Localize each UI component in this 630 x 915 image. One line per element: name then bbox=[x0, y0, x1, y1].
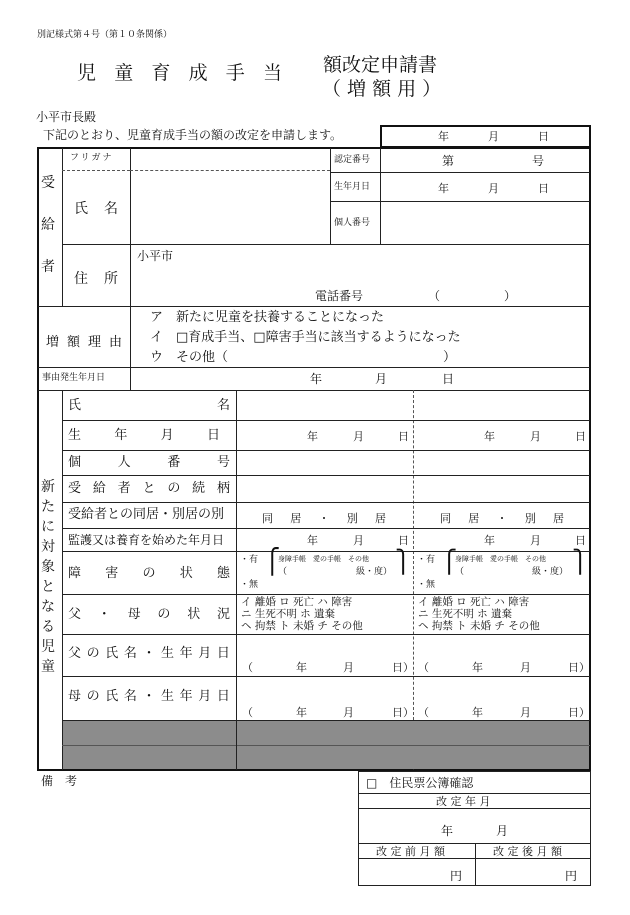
application-date-box bbox=[380, 125, 591, 148]
child1-dis-grade: 級・度） bbox=[356, 567, 393, 577]
child2-parents-line1[interactable]: イ 離婚 ロ 死亡 ハ 障害 bbox=[418, 596, 530, 608]
intro-text: 下記のとおり、児童育成手当の額の改定を申請します。 bbox=[43, 128, 343, 142]
child1-parents-line2[interactable]: ニ 生死不明 ホ 遺棄 bbox=[241, 608, 336, 620]
occur-year: 年 bbox=[310, 372, 323, 386]
cert-no-prefix: 第 bbox=[442, 154, 455, 168]
after-amount-label: 改 定 後 月 額 bbox=[493, 845, 562, 858]
child1-cohabit-value[interactable]: 同 居 ・ 別 居 bbox=[262, 512, 386, 525]
child-name-label: 氏 名 bbox=[68, 398, 230, 413]
child1-personal-no-field[interactable] bbox=[237, 451, 412, 474]
child1-dis-bracket-l: ⎧ bbox=[264, 548, 281, 577]
furigana-label: フリガナ bbox=[70, 153, 114, 163]
phone-open: （ bbox=[428, 289, 441, 303]
cert-no-label: 認定番号 bbox=[334, 155, 371, 165]
child2-mother-day: 日 bbox=[568, 706, 579, 719]
child-relation-label: 受 給 者 と の 続 柄 bbox=[68, 481, 230, 496]
child2-personal-no-field[interactable] bbox=[414, 451, 589, 474]
occur-day: 日 bbox=[442, 372, 455, 386]
child2-relation-field[interactable] bbox=[414, 476, 589, 501]
child2-cohabit-value[interactable]: 同 居 ・ 別 居 bbox=[440, 512, 564, 525]
form-number: 別記様式第４号（第１０条関係） bbox=[37, 30, 173, 40]
child2-mother-close: ） bbox=[579, 706, 590, 719]
child2-dis-yes[interactable]: ・有 bbox=[417, 555, 436, 565]
reason-i[interactable]: イ □育成手当、□障害手当に該当するようになった bbox=[150, 330, 461, 345]
child1-father-year: 年 bbox=[296, 661, 307, 674]
cert-no-suffix: 号 bbox=[532, 154, 545, 168]
child-father-label: 父 の 氏 名 ・ 生 年 月 日 bbox=[68, 646, 230, 661]
revision-year: 年 bbox=[441, 824, 454, 838]
applicant-name-field[interactable] bbox=[131, 171, 330, 244]
revision-month: 月 bbox=[496, 824, 509, 838]
phone-close: ） bbox=[504, 289, 517, 303]
juminhyo-check[interactable]: □ 住民票公簿確認 bbox=[366, 776, 474, 790]
address-label: 住 所 bbox=[74, 271, 118, 287]
child1-dis-yes[interactable]: ・有 bbox=[240, 555, 259, 565]
child1-birth-day: 日 bbox=[398, 430, 409, 443]
child1-mother-open: （ bbox=[242, 706, 253, 719]
child2-custody-month: 月 bbox=[530, 534, 541, 547]
child-personal-no-label: 個 人 番 号 bbox=[68, 455, 230, 470]
child1-mother-year: 年 bbox=[296, 706, 307, 719]
child2-dis-paren: （ bbox=[455, 567, 465, 577]
child1-father-month: 月 bbox=[343, 661, 354, 674]
personal-no-label: 個人番号 bbox=[334, 218, 371, 228]
form-title-sub1: 額改定申請書 bbox=[323, 54, 438, 76]
applicant-birth-year: 年 bbox=[438, 182, 449, 195]
child1-relation-field[interactable] bbox=[237, 476, 412, 501]
app-date-year: 年 bbox=[438, 130, 449, 143]
before-amount-label: 改 定 前 月 額 bbox=[376, 845, 445, 858]
child2-father-day: 日 bbox=[568, 661, 579, 674]
child1-name-field[interactable] bbox=[237, 391, 412, 419]
cert-no-field[interactable] bbox=[381, 149, 589, 171]
occurrence-date-label: 事由発生年月日 bbox=[42, 373, 106, 383]
applicant-birth-label: 生年月日 bbox=[334, 182, 371, 192]
app-date-month: 月 bbox=[488, 130, 499, 143]
child-custody-label: 監護又は養育を始めた年月日 bbox=[68, 533, 225, 547]
reason-a[interactable]: ア 新たに児童を扶養することになった bbox=[150, 310, 385, 325]
child2-custody-day: 日 bbox=[575, 534, 586, 547]
applicant-furigana-field[interactable] bbox=[131, 149, 330, 170]
child2-dis-no[interactable]: ・無 bbox=[417, 580, 436, 590]
address-field[interactable] bbox=[131, 262, 589, 286]
child-mother-label: 母 の 氏 名 ・ 生 年 月 日 bbox=[68, 689, 230, 704]
child-parents-label: 父 ・ 母 の 状 況 bbox=[68, 607, 230, 622]
occur-month: 月 bbox=[375, 372, 388, 386]
addressee: 小平市長殿 bbox=[36, 110, 97, 124]
applicant-birth-day: 日 bbox=[538, 182, 549, 195]
remarks-label: 備 考 bbox=[41, 774, 78, 788]
child2-mother-year: 年 bbox=[472, 706, 483, 719]
address-prefix: 小平市 bbox=[137, 249, 174, 263]
revision-ym-label: 改 定 年 月 bbox=[436, 795, 491, 808]
child2-birth-month: 月 bbox=[530, 430, 541, 443]
child-cohabit-label: 受給者との同居・別居の別 bbox=[68, 507, 225, 522]
reason-u[interactable]: ウ その他（ bbox=[150, 350, 229, 365]
child2-father-year: 年 bbox=[472, 661, 483, 674]
personal-no-field[interactable] bbox=[381, 202, 589, 243]
before-yen: 円 bbox=[450, 869, 463, 883]
child1-parents-line3[interactable]: ヘ 拘禁 ト 未婚 チ その他 bbox=[241, 620, 363, 632]
child2-dis-grade: 級・度） bbox=[532, 567, 569, 577]
child2-birth-day: 日 bbox=[575, 430, 586, 443]
child1-dis-bracket-r: ⎫ bbox=[395, 550, 412, 575]
child1-father-open: （ bbox=[242, 661, 253, 674]
after-yen: 円 bbox=[565, 869, 578, 883]
child1-father-close: ） bbox=[403, 661, 414, 674]
app-date-day: 日 bbox=[538, 130, 549, 143]
child2-parents-line3[interactable]: ヘ 拘禁 ト 未婚 チ その他 bbox=[418, 620, 540, 632]
child1-mother-close: ） bbox=[403, 706, 414, 719]
reason-u-close: ） bbox=[443, 350, 457, 365]
child2-birth-year: 年 bbox=[484, 430, 495, 443]
child2-dis-bracket-r: ⎫ bbox=[572, 550, 589, 575]
child1-birth-year: 年 bbox=[307, 430, 318, 443]
child2-name-field[interactable] bbox=[414, 391, 589, 419]
child1-custody-year: 年 bbox=[307, 534, 318, 547]
child1-dis-paren: （ bbox=[278, 567, 288, 577]
child1-custody-month: 月 bbox=[353, 534, 364, 547]
child1-parents-line1[interactable]: イ 離婚 ロ 死亡 ハ 障害 bbox=[241, 596, 353, 608]
form-title-sub2: （ 増 額 用 ） bbox=[322, 78, 442, 100]
form-title-main: 児 童 育 成 手 当 bbox=[77, 62, 282, 84]
child1-father-day: 日 bbox=[392, 661, 403, 674]
applicant-name-label: 氏 名 bbox=[74, 201, 118, 217]
child2-father-close: ） bbox=[579, 661, 590, 674]
child2-mother-month: 月 bbox=[520, 706, 531, 719]
child1-mother-day: 日 bbox=[392, 706, 403, 719]
child2-father-month: 月 bbox=[520, 661, 531, 674]
child2-parents-line2[interactable]: ニ 生死不明 ホ 遺棄 bbox=[418, 608, 513, 620]
child1-dis-opts: 身障手帳 愛の手帳 その他 bbox=[278, 555, 369, 563]
child2-dis-bracket-l: ⎧ bbox=[441, 550, 458, 575]
child2-father-open: （ bbox=[418, 661, 429, 674]
child1-dis-no[interactable]: ・無 bbox=[240, 580, 259, 590]
child2-mother-open: （ bbox=[418, 706, 429, 719]
applicant-birth-month: 月 bbox=[488, 182, 499, 195]
reason-label: 増 額 理 由 bbox=[46, 335, 122, 350]
child1-custody-day: 日 bbox=[398, 534, 409, 547]
child-birth-label: 生 年 月 日 bbox=[68, 428, 220, 443]
child1-birth-month: 月 bbox=[353, 430, 364, 443]
remarks-field[interactable] bbox=[40, 790, 355, 885]
phone-label: 電話番号 bbox=[315, 289, 364, 303]
child1-mother-month: 月 bbox=[343, 706, 354, 719]
child-disability-label: 障 害 の 状 態 bbox=[68, 566, 230, 581]
child2-dis-opts: 身障手帳 愛の手帳 その他 bbox=[455, 555, 546, 563]
child2-custody-year: 年 bbox=[484, 534, 495, 547]
